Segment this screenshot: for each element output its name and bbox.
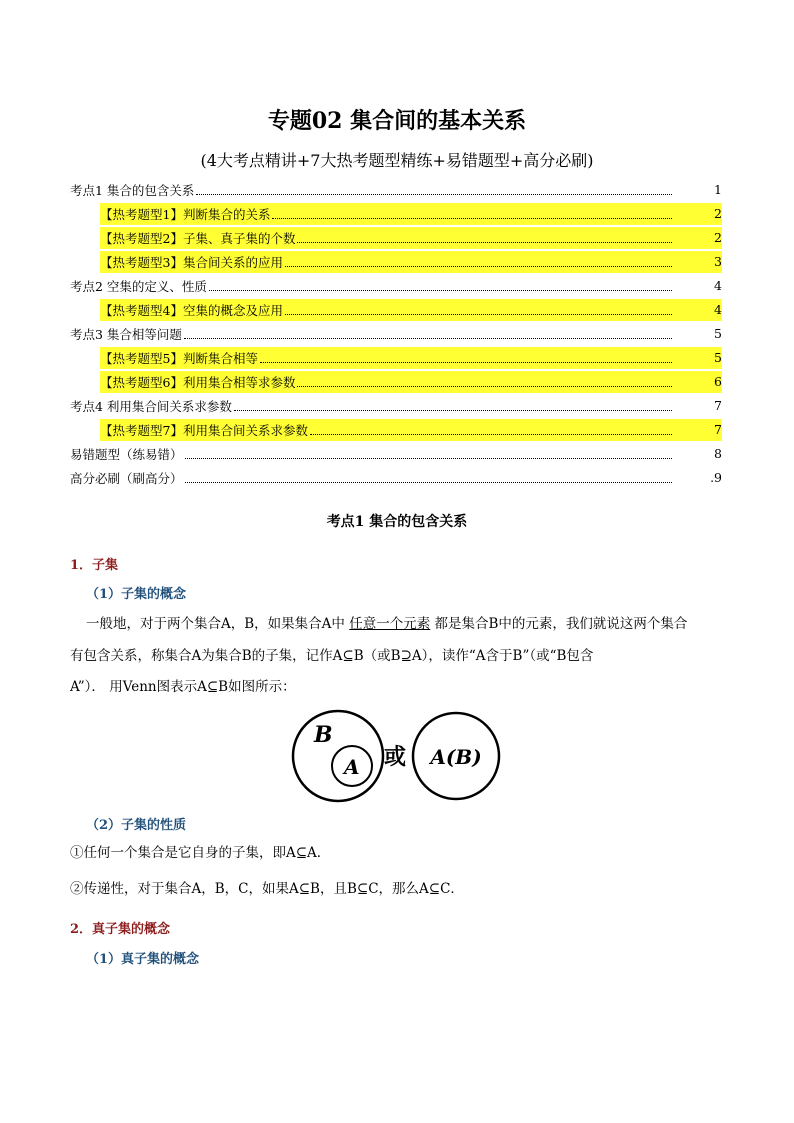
toc-dot-leader — [297, 385, 672, 387]
toc-entry-label: 【热考题型7】利用集合间关系求参数 — [100, 423, 308, 438]
toc-entry-page: 6 — [714, 374, 722, 389]
toc-entry-label: 【热考题型1】判断集合的关系 — [100, 207, 271, 222]
toc-entry-page: 1 — [714, 182, 722, 197]
toc-dot-leader — [196, 193, 672, 195]
toc-entry[interactable] — [70, 275, 722, 297]
toc-entry-label: 【热考题型4】空集的概念及应用 — [100, 303, 283, 318]
underlined-phrase: 任意一个元素 — [349, 616, 431, 632]
toc-entry-page: 7 — [714, 398, 722, 413]
para-text: 都是集合B中的元素，我们就说这两个集合 — [430, 616, 688, 632]
toc-entry-label: 考点1 集合的包含关系 — [70, 183, 195, 198]
subsection-subset-concept: （1）子集的概念 — [86, 587, 187, 602]
toc-entry-page: 7 — [714, 422, 722, 437]
toc-entry-label: 【热考题型3】集合间关系的应用 — [100, 255, 283, 270]
toc-dot-leader — [297, 241, 672, 243]
toc-entry-label: 高分必刷（刷高分） — [70, 471, 183, 486]
toc-dot-leader — [260, 361, 672, 363]
document-subtitle: (4大考点精讲+7大热考题型精练+易错题型+高分必刷) — [200, 151, 594, 170]
toc-entry[interactable] — [100, 299, 722, 321]
toc-entry-label: 【热考题型5】判断集合相等 — [100, 351, 258, 366]
property-1: ①任何一个集合是它自身的子集，即A⊆A． — [70, 845, 331, 861]
document-title: 专题02 集合间的基本关系 — [267, 108, 527, 134]
subsection-subset-properties: （2）子集的性质 — [86, 818, 187, 833]
toc-entry[interactable] — [70, 467, 722, 489]
paragraph-line-3: A”）． 用Venn图表示A⊆B如图所示： — [70, 679, 296, 695]
toc-dot-leader — [185, 481, 672, 483]
section-2-title: 2．真子集的概念 — [70, 922, 171, 937]
toc-entry[interactable] — [70, 443, 722, 465]
toc-entry-page: 5 — [714, 326, 722, 341]
kaodian-heading: 考点1 集合的包含关系 — [326, 514, 468, 530]
toc-entry-page: 3 — [714, 254, 722, 269]
toc-entry-label: 【热考题型2】子集、真子集的个数 — [100, 231, 296, 246]
toc-entry[interactable] — [100, 203, 722, 225]
toc-entry[interactable] — [100, 227, 722, 249]
toc-dot-leader — [272, 217, 672, 219]
toc-entry[interactable] — [70, 179, 722, 201]
subsection-proper-subset-concept: （1）真子集的概念 — [86, 952, 200, 967]
toc-entry-page: 5 — [714, 350, 722, 365]
toc-entry-page: 2 — [714, 230, 722, 245]
venn-diagram — [288, 708, 508, 806]
venn-label-ab: A(B) — [430, 745, 482, 769]
toc-entry-page: 8 — [714, 446, 722, 461]
toc-entry-label: 【热考题型6】利用集合相等求参数 — [100, 375, 296, 390]
toc-dot-leader — [285, 265, 672, 267]
paragraph-line-2: 有包含关系，称集合A为集合B的子集，记作A⊆B（或B⊇A），读作“A含于B”（或“B包含 — [70, 648, 594, 664]
toc-entry[interactable] — [100, 371, 722, 393]
venn-or-label: 或 — [384, 744, 407, 770]
toc-entry-label: 考点4 利用集合间关系求参数 — [70, 399, 232, 414]
toc-dot-leader — [285, 313, 672, 315]
toc-entry[interactable] — [100, 251, 722, 273]
section-1-title: 1．子集 — [70, 558, 119, 573]
toc-dot-leader — [209, 289, 672, 291]
toc-entry-page: 4 — [714, 278, 722, 293]
toc-dot-leader — [185, 457, 672, 459]
toc-entry[interactable] — [70, 323, 722, 345]
paragraph-line-1 — [86, 609, 687, 640]
toc-entry-page: 2 — [714, 206, 722, 221]
toc-entry[interactable] — [70, 395, 722, 417]
toc-entry-label: 考点3 集合相等问题 — [70, 327, 182, 342]
toc-dot-leader — [234, 409, 672, 411]
venn-label-b: B — [314, 722, 333, 748]
toc-entry[interactable] — [100, 347, 722, 369]
toc-dot-leader — [184, 337, 672, 339]
toc-entry-label: 易错题型（练易错） — [70, 447, 183, 462]
toc-entry-label: 考点2 空集的定义、性质 — [70, 279, 207, 294]
property-2: ②传递性，对于集合A，B，C，如果A⊆B，且B⊆C，那么A⊆C． — [70, 881, 464, 897]
toc-entry-page: .9 — [710, 470, 722, 485]
toc-dot-leader — [310, 433, 672, 435]
para-text: 一般地，对于两个集合A，B，如果集合A中 — [86, 616, 350, 632]
toc-entry-page: 4 — [714, 302, 722, 317]
venn-label-a: A — [344, 755, 360, 779]
toc-entry[interactable] — [100, 419, 722, 441]
